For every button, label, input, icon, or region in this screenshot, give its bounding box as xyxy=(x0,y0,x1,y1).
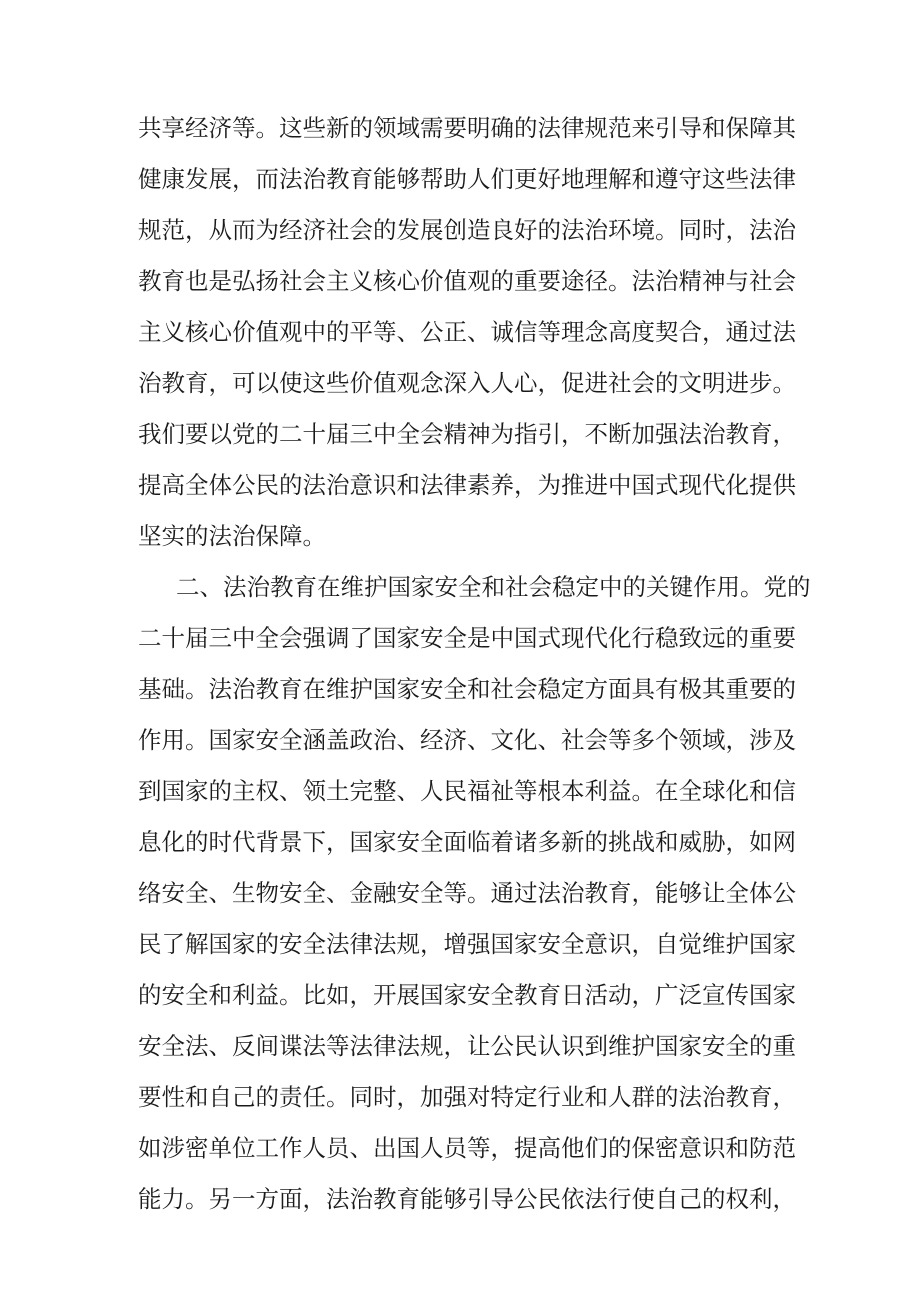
text-line: 健康发展，而法治教育能够帮助人们更好地理解和遵守这些法律 xyxy=(138,165,796,193)
section-heading-line: 二、法治教育在维护国家安全和社会稳定中的关键作用。党的 xyxy=(176,573,811,601)
text-line: 民了解国家的安全法律法规，增强国家安全意识，自觉维护国家 xyxy=(138,930,796,958)
text-line: 安全法、反间谍法等法律法规，让公民认识到维护国家安全的重 xyxy=(138,1032,796,1060)
text-line: 治教育，可以使这些价值观念深入人心，促进社会的文明进步。 xyxy=(138,369,796,397)
text-line: 提高全体公民的法治意识和法律素养，为推进中国式现代化提供 xyxy=(138,471,796,499)
text-line: 息化的时代背景下，国家安全面临着诸多新的挑战和威胁，如网 xyxy=(138,828,796,856)
text-line: 作用。国家安全涵盖政治、经济、文化、社会等多个领域，涉及 xyxy=(138,726,796,754)
text-line: 二十届三中全会强调了国家安全是中国式现代化行稳致远的重要 xyxy=(138,624,796,652)
text-line: 共享经济等。这些新的领域需要明确的法律规范来引导和保障其 xyxy=(138,114,796,142)
text-line: 我们要以党的二十届三中全会精神为指引，不断加强法治教育， xyxy=(138,420,796,448)
text-line: 能力。另一方面，法治教育能够引导公民依法行使自己的权利， xyxy=(138,1185,796,1213)
text-line: 规范，从而为经济社会的发展创造良好的法治环境。同时，法治 xyxy=(138,216,796,244)
text-line: 坚实的法治保障。 xyxy=(138,522,326,550)
text-line: 教育也是弘扬社会主义核心价值观的重要途径。法治精神与社会 xyxy=(138,267,796,295)
text-line: 的安全和利益。比如，开展国家安全教育日活动，广泛宣传国家 xyxy=(138,981,796,1009)
text-line: 络安全、生物安全、金融安全等。通过法治教育，能够让全体公 xyxy=(138,879,796,907)
text-line: 主义核心价值观中的平等、公正、诚信等理念高度契合，通过法 xyxy=(138,318,796,346)
text-line: 如涉密单位工作人员、出国人员等，提高他们的保密意识和防范 xyxy=(138,1134,796,1162)
text-line: 到国家的主权、领土完整、人民福祉等根本利益。在全球化和信 xyxy=(138,777,796,805)
text-line: 要性和自己的责任。同时，加强对特定行业和人群的法治教育， xyxy=(138,1083,796,1111)
text-line: 基础。法治教育在维护国家安全和社会稳定方面具有极其重要的 xyxy=(138,675,796,703)
